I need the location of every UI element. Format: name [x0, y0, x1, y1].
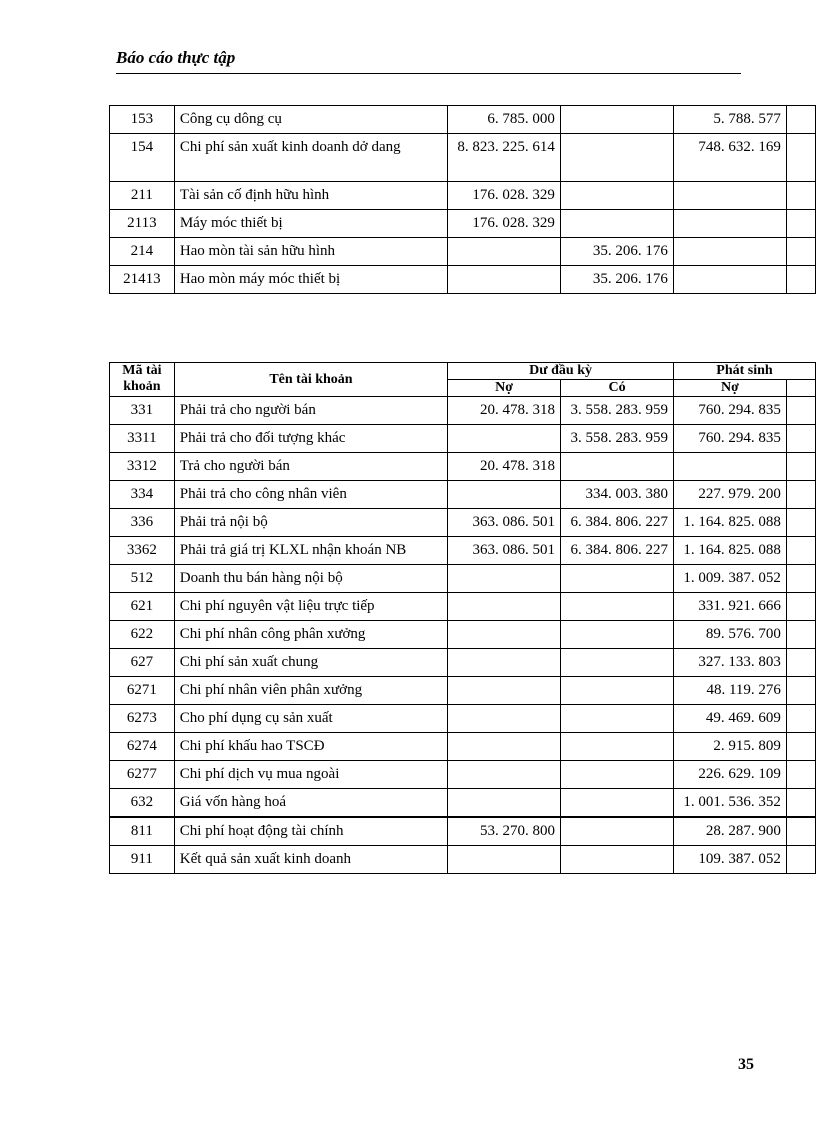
account-code-cell: 632 [110, 789, 175, 818]
opening-credit-cell: 334. 003. 380 [561, 481, 674, 509]
activity-debit-cell [673, 182, 786, 210]
activity-debit-cell: 760. 294. 835 [673, 425, 786, 453]
header-account-code: Mã tài khoản [110, 363, 175, 397]
activity-debit-cell: 748. 632. 169 [673, 134, 786, 182]
opening-credit-cell [561, 621, 674, 649]
activity-credit-cell [786, 817, 815, 846]
table-row [110, 565, 816, 593]
table-row [110, 182, 816, 210]
opening-credit-cell [561, 789, 674, 818]
opening-credit-cell [560, 210, 673, 238]
account-code-cell: 6273 [110, 705, 175, 733]
account-name-cell: Chi phí nguyên vật liệu trực tiếp [174, 593, 447, 621]
opening-credit-cell: 35. 206. 176 [560, 266, 673, 294]
opening-debit-cell: 176. 028. 329 [447, 182, 560, 210]
opening-credit-cell [561, 817, 674, 846]
table-row [110, 733, 816, 761]
account-code-cell: 214 [110, 238, 175, 266]
account-code-cell: 336 [110, 509, 175, 537]
account-name-cell: Hao mòn tài sản hữu hình [174, 238, 447, 266]
activity-credit-cell [786, 106, 815, 134]
account-balance-table-continued [109, 105, 816, 294]
header-period-activity: Phát sinh [673, 363, 815, 380]
opening-debit-cell [448, 789, 561, 818]
table-row [110, 481, 816, 509]
activity-credit-cell [786, 593, 815, 621]
account-code-cell: 21413 [110, 266, 175, 294]
opening-debit-cell [448, 565, 561, 593]
activity-credit-cell [786, 649, 815, 677]
account-name-cell: Giá vốn hàng hoá [174, 789, 447, 818]
table-row [110, 705, 816, 733]
opening-credit-cell [561, 733, 674, 761]
opening-credit-cell [560, 106, 673, 134]
account-name-cell: Máy móc thiết bị [174, 210, 447, 238]
activity-credit-cell [786, 509, 815, 537]
header-account-name: Tên tài khoản [174, 363, 447, 397]
opening-credit-cell [560, 182, 673, 210]
account-code-cell: 3362 [110, 537, 175, 565]
activity-debit-cell: 760. 294. 835 [673, 397, 786, 425]
activity-credit-cell [786, 705, 815, 733]
page-header-title: Báo cáo thực tập [116, 48, 236, 67]
account-name-cell: Chi phí nhân công phân xưởng [174, 621, 447, 649]
account-name-cell: Phải trả cho đối tượng khác [174, 425, 447, 453]
table-row [110, 593, 816, 621]
activity-debit-cell: 49. 469. 609 [673, 705, 786, 733]
activity-debit-cell: 1. 001. 536. 352 [673, 789, 786, 818]
activity-debit-cell [673, 453, 786, 481]
account-code-cell: 621 [110, 593, 175, 621]
activity-credit-cell [786, 537, 815, 565]
account-name-cell: Công cụ dông cụ [174, 106, 447, 134]
opening-debit-cell: 20. 478. 318 [448, 453, 561, 481]
activity-credit-cell [786, 210, 815, 238]
table-row [110, 397, 816, 425]
account-code-cell: 334 [110, 481, 175, 509]
activity-credit-cell [786, 565, 815, 593]
account-name-cell: Tài sản cố định hữu hình [174, 182, 447, 210]
account-name-cell: Phải trả cho công nhân viên [174, 481, 447, 509]
opening-debit-cell [448, 733, 561, 761]
activity-credit-cell [786, 677, 815, 705]
activity-debit-cell: 89. 576. 700 [673, 621, 786, 649]
opening-credit-cell [561, 846, 674, 874]
account-code-cell: 811 [110, 817, 175, 846]
table-row [110, 509, 816, 537]
account-name-cell: Doanh thu bán hàng nội bộ [174, 565, 447, 593]
account-code-cell: 622 [110, 621, 175, 649]
opening-credit-cell: 3. 558. 283. 959 [561, 425, 674, 453]
opening-debit-cell: 20. 478. 318 [448, 397, 561, 425]
activity-credit-cell [786, 182, 815, 210]
opening-credit-cell [561, 453, 674, 481]
activity-debit-cell [673, 266, 786, 294]
opening-debit-cell: 176. 028. 329 [447, 210, 560, 238]
activity-debit-cell: 1. 009. 387. 052 [673, 565, 786, 593]
table-row [110, 425, 816, 453]
account-name-cell: Phải trả cho người bán [174, 397, 447, 425]
opening-debit-cell [448, 481, 561, 509]
opening-credit-cell [561, 565, 674, 593]
activity-credit-cell [786, 397, 815, 425]
account-name-cell: Cho phí dụng cụ sản xuất [174, 705, 447, 733]
account-name-cell: Trả cho người bán [174, 453, 447, 481]
activity-debit-cell [673, 238, 786, 266]
opening-credit-cell [561, 677, 674, 705]
activity-debit-cell: 226. 629. 109 [673, 761, 786, 789]
opening-debit-cell [448, 621, 561, 649]
activity-credit-cell [786, 621, 815, 649]
table-row [110, 817, 816, 846]
table-row [110, 789, 816, 818]
account-name-cell: Chi phí sản xuất chung [174, 649, 447, 677]
opening-debit-cell: 363. 086. 501 [448, 509, 561, 537]
opening-credit-cell [561, 593, 674, 621]
activity-debit-cell: 109. 387. 052 [673, 846, 786, 874]
opening-credit-cell: 6. 384. 806. 227 [561, 537, 674, 565]
opening-debit-cell [448, 761, 561, 789]
opening-debit-cell: 8. 823. 225. 614 [447, 134, 560, 182]
activity-credit-cell [786, 238, 815, 266]
header-activity-credit [786, 380, 815, 397]
account-code-cell: 6271 [110, 677, 175, 705]
opening-debit-cell [447, 238, 560, 266]
opening-debit-cell [448, 677, 561, 705]
table-row [110, 238, 816, 266]
opening-debit-cell: 363. 086. 501 [448, 537, 561, 565]
account-name-cell: Kết quả sản xuất kinh doanh [174, 846, 447, 874]
table-row [110, 266, 816, 294]
table-row [110, 846, 816, 874]
account-code-cell: 153 [110, 106, 175, 134]
table-row [110, 677, 816, 705]
activity-debit-cell: 2. 915. 809 [673, 733, 786, 761]
activity-credit-cell [786, 266, 815, 294]
account-code-cell: 911 [110, 846, 175, 874]
table-row [110, 649, 816, 677]
table-row [110, 761, 816, 789]
opening-credit-cell [561, 705, 674, 733]
account-name-cell: Phải trả nội bộ [174, 509, 447, 537]
activity-debit-cell: 48. 119. 276 [673, 677, 786, 705]
account-name-cell: Chi phí hoạt động tài chính [174, 817, 447, 846]
account-code-cell: 211 [110, 182, 175, 210]
account-code-cell: 154 [110, 134, 175, 182]
activity-credit-cell [786, 453, 815, 481]
opening-credit-cell: 35. 206. 176 [560, 238, 673, 266]
opening-debit-cell [448, 705, 561, 733]
table-row [110, 537, 816, 565]
activity-credit-cell [786, 733, 815, 761]
account-code-cell: 512 [110, 565, 175, 593]
account-code-cell: 627 [110, 649, 175, 677]
page-number: 35 [738, 1056, 754, 1073]
account-name-cell: Hao mòn máy móc thiết bị [174, 266, 447, 294]
activity-debit-cell: 331. 921. 666 [673, 593, 786, 621]
opening-credit-cell: 6. 384. 806. 227 [561, 509, 674, 537]
account-code-cell: 3312 [110, 453, 175, 481]
activity-credit-cell [786, 846, 815, 874]
account-name-cell: Chi phí khấu hao TSCĐ [174, 733, 447, 761]
activity-credit-cell [786, 761, 815, 789]
opening-debit-cell [448, 649, 561, 677]
header-opening-balance: Dư đầu kỳ [448, 363, 674, 380]
activity-credit-cell [786, 789, 815, 818]
header-opening-credit: Có [561, 380, 674, 397]
activity-debit-cell: 1. 164. 825. 088 [673, 537, 786, 565]
account-code-cell: 331 [110, 397, 175, 425]
activity-debit-cell: 5. 788. 577 [673, 106, 786, 134]
account-code-cell: 6274 [110, 733, 175, 761]
account-balance-table [109, 362, 816, 874]
activity-debit-cell: 227. 979. 200 [673, 481, 786, 509]
opening-credit-cell [561, 761, 674, 789]
activity-debit-cell: 28. 287. 900 [673, 817, 786, 846]
table-row [110, 621, 816, 649]
activity-debit-cell: 1. 164. 825. 088 [673, 509, 786, 537]
table-row [110, 210, 816, 238]
table-row [110, 106, 816, 134]
account-code-cell: 6277 [110, 761, 175, 789]
activity-credit-cell [786, 425, 815, 453]
opening-credit-cell: 3. 558. 283. 959 [561, 397, 674, 425]
header-activity-debit: Nợ [673, 380, 786, 397]
opening-debit-cell [447, 266, 560, 294]
opening-debit-cell [448, 593, 561, 621]
header-divider [116, 73, 741, 74]
activity-debit-cell: 327. 133. 803 [673, 649, 786, 677]
header-opening-debit: Nợ [448, 380, 561, 397]
opening-debit-cell: 6. 785. 000 [447, 106, 560, 134]
account-code-cell: 3311 [110, 425, 175, 453]
table-row [110, 134, 816, 182]
account-name-cell: Chi phí sản xuất kinh doanh dở dang [174, 134, 447, 182]
opening-debit-cell [448, 846, 561, 874]
activity-credit-cell [786, 134, 815, 182]
activity-debit-cell [673, 210, 786, 238]
opening-credit-cell [561, 649, 674, 677]
opening-credit-cell [560, 134, 673, 182]
account-name-cell: Chi phí dịch vụ mua ngoài [174, 761, 447, 789]
account-name-cell: Phải trả giá trị KLXL nhận khoán NB [174, 537, 447, 565]
opening-debit-cell: 53. 270. 800 [448, 817, 561, 846]
table-row [110, 453, 816, 481]
opening-debit-cell [448, 425, 561, 453]
account-name-cell: Chi phí nhân viên phân xưởng [174, 677, 447, 705]
account-code-cell: 2113 [110, 210, 175, 238]
activity-credit-cell [786, 481, 815, 509]
